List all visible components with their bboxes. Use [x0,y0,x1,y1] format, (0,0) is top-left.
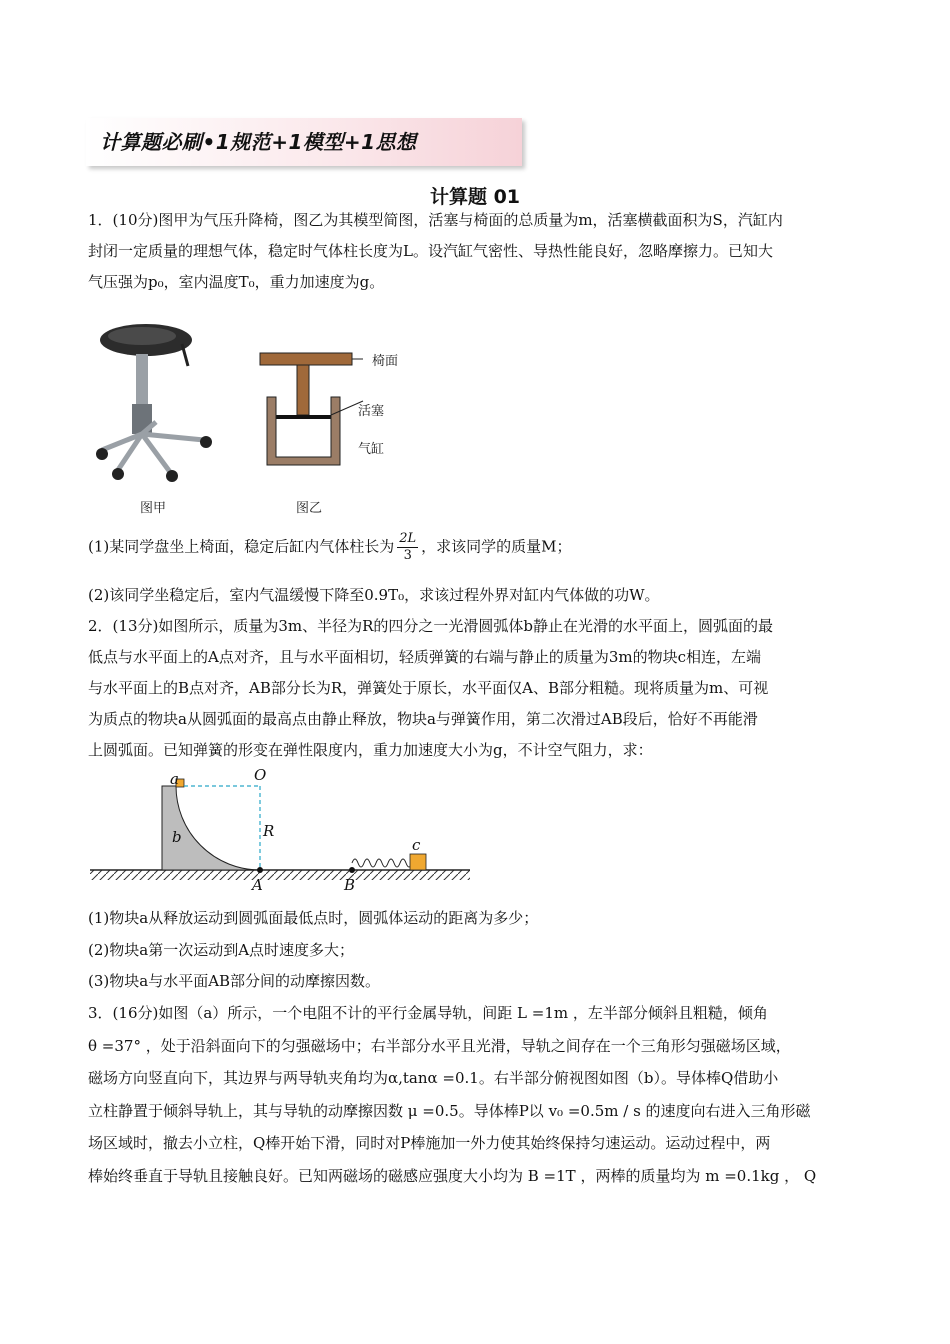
q1-line-1: 1．(10分)图甲为气压升降椅，图乙为其模型简图，活塞与椅面的总质量为m，活塞横截面积为S，汽缸内 [88,211,783,229]
q3-line-2: θ =37° ，处于沿斜面向下的匀强磁场中；右半部分水平且光滑，导轨之间存在一个三角形匀强磁场区域， [88,1036,791,1055]
q2-subquestions [88,903,868,998]
label-piston: 活塞 [358,404,385,419]
label-b: b [172,828,182,846]
q1-sub2: (2)该同学坐稳定后，室内气温缓慢下降至0.9T₀，求该过程外界对缸内气体做的功W。 [88,586,660,604]
q2-line-4: 为质点的物块a从圆弧面的最高点由静止释放，物块a与弹簧作用，第二次滑过AB段后，恰好不再能滑 [88,710,758,728]
stool-model-diagram [255,345,365,470]
q1-sub1-post: ，求该同学的质量M； [421,537,572,556]
q2-line-3: 与水平面上的B点对齐，AB部分长为R，弹簧处于原长，水平面仅A、B部分粗糙。现将质量为m、可视 [88,679,769,697]
q1-sub1-pre: (1)某同学盘坐上椅面，稳定后缸内气体柱长为 [88,537,395,556]
q3-line-6: 棒始终垂直于导轨且接触良好。已知两磁场的磁感应强度大小均为 B =1T ，两棒的质量均为 m =0.1kg ， Q [88,1166,817,1185]
question-2-stem [88,611,868,766]
q3-line-1: 3．(16分)如图（a）所示，一个电阻不计的平行金属导轨，间距 L =1m ，左半部分倾斜且粗糙，倾角 [88,1004,768,1022]
label-A: A [252,876,263,894]
fig-caption-b: 图乙 [296,501,323,516]
q3-line-3: 磁场方向竖直向下，其边界与两导轨夹角均为α,tanα =0.1。右半部分俯视图如图（b）。导体棒Q借助小 [88,1069,779,1087]
q1-line-2: 封闭一定质量的理想气体，稳定时气体柱长度为L。设汽缸气密性、导热性能良好，忽略摩擦力。已知大 [88,242,773,260]
page-title: 计算题 01 [429,186,521,208]
label-R: R [263,822,275,840]
q2-line-2: 低点与水平面上的A点对齐，且与水平面相切，轻质弹簧的右端与静止的质量为3m的物块c相连，左端 [88,648,762,666]
q2-line-1: 2．(13分)如图所示，质量为3m、半径为R的四分之一光滑圆弧体b静止在光滑的水平面上，圆弧面的最 [88,617,774,635]
stool-photo [92,322,222,482]
q2-sub-2: (2)物块a第一次运动到A点时速度多大； [88,940,355,959]
arc-spring-diagram [90,770,480,890]
q2-sub-1: (1)物块a从释放运动到圆弧面最低点时，圆弧体运动的距离为多少； [88,909,539,927]
question-1-stem [88,205,868,298]
label-c: c [412,836,421,854]
label-cylinder: 气缸 [358,442,385,457]
question-3-stem [88,997,868,1192]
fig-caption-a: 图甲 [140,501,167,516]
q3-line-5: 场区域时，撤去小立柱，Q棒开始下滑，同时对P棒施加一外力使其始终保持匀速运动。运动过程中，两 [88,1134,771,1152]
q3-line-4: 立柱静置于倾斜导轨上，其与导轨的动摩擦因数 μ =0.5。导体棒P以 v₀ =0.5m / s 的速度向右进入三角形磁 [88,1101,811,1120]
label-O: O [254,766,267,784]
q2-sub-3: (3)物块a与水平面AB部分间的动摩擦因数。 [88,972,381,990]
fraction-2L-over-3 [397,531,418,564]
label-seat: 椅面 [372,354,399,369]
section-banner [86,118,522,166]
label-a: a [170,770,179,788]
banner-text: 计算题必刷•1规范+1模型+1思想 [100,130,417,154]
label-B: B [344,876,356,894]
q2-line-5: 上圆弧面。已知弹簧的形变在弹性限度内，重力加速度大小为g，不计空气阻力，求： [88,741,653,759]
fraction-numerator: 2L [399,531,417,546]
q1-sub1 [88,531,868,564]
fraction-denominator: 3 [403,548,412,563]
q1-line-3: 气压强为p₀，室内温度T₀，重力加速度为g。 [88,273,385,291]
